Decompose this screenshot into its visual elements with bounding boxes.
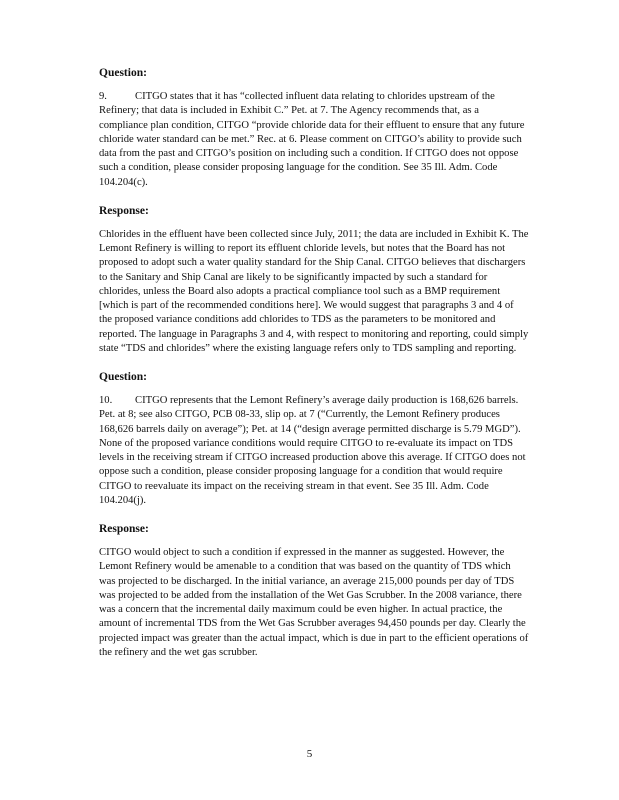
section-heading-question-10: Question:: [99, 371, 147, 383]
question-9-paragraph: [99, 90, 529, 190]
question-10-paragraph: [99, 394, 529, 508]
section-heading-question-9: Question:: [99, 67, 147, 79]
question-10-text: CITGO represents that the Lemont Refinery’s average daily production is 168,626 barrels. Pet. at 8; see also CITGO, PCB 08-33, slip op. at 7 (“Currently, the Lemont Refinery produces 168,626 barrels daily on average”); Pet. at 14 (“design average permitted discharge is 5.79 MGD”). None of the proposed variance conditions would require CITGO to re-evaluate its impact on TDS levels in the receiving stream if CITGO increased production above this average. If CITGO does not oppose such a condition, please consider proposing language for a condition that would require CITGO to reevaluate its impact on the receiving stream in that event. See 35 Ill. Adm. Code 104.204(j).: [99, 395, 526, 506]
question-number: 9.: [99, 91, 107, 102]
response-10-paragraph: CITGO would object to such a condition if expressed in the manner as suggested. However, the Lemont Refinery would be amenable to a condition that was based on the quantity of TDS which was projected to be discharged. In the initial variance, an average 215,000 pounds per day of TDS was projected to be added from the installation of the Wet Gas Scrubber. In the 2008 variance, there was a concern that the incremental daily maximum could be even higher. In actual practice, the amount of incremental TDS from the Wet Gas Scrubber averages 94,450 pounds per day. Clearly the projected impact was greater than the actual impact, which is due in part to the efficient operations of the refinery and the wet gas scrubber.: [99, 547, 529, 658]
response-9-paragraph: Chlorides in the effluent have been collected since July, 2011; the data are included in Exhibit K. The Lemont Refinery is willing to report its effluent chloride levels, but notes that the Board has not proposed to adopt such a water quality standard for the Ship Canal. CITGO believes that dischargers to the Sanitary and Ship Canal are likely to be significantly impacted by such a standard for chlorides, unless the Board also adopts a practical compliance tool such as a BMP requirement [which is part of the recommended conditions here]. We would suggest that paragraphs 3 and 4 of the proposed variance conditions add chlorides to TDS as the parameters to be monitored and reported. The language in Paragraphs 3 and 4, with respect to monitoring and reporting, could simply state “TDS and chlorides” where the existing language refers only to TDS sampling and reporting.: [99, 228, 529, 354]
question-9-text: CITGO states that it has “collected influent data relating to chlorides upstream of the Refinery; that data is included in Exhibit C.” Pet. at 7. The Agency recommends that, as a compliance plan condition, CITGO “provide chloride data for their effluent to ensure that any future chloride water standard can be met.” Rec. at 6. Please comment on CITGO’s ability to provide such data from the past and CITGO’s position on including such a condition. If CITGO does not oppose such a condition, please consider proposing language for the condition. See 35 Ill. Adm. Code 104.204(c).: [99, 91, 525, 188]
document-page: [99, 66, 529, 660]
page-number: 5: [306, 748, 313, 760]
question-number: 10.: [99, 395, 113, 406]
section-heading-response-10: Response:: [99, 523, 149, 535]
section-heading-response-9: Response:: [99, 204, 149, 217]
